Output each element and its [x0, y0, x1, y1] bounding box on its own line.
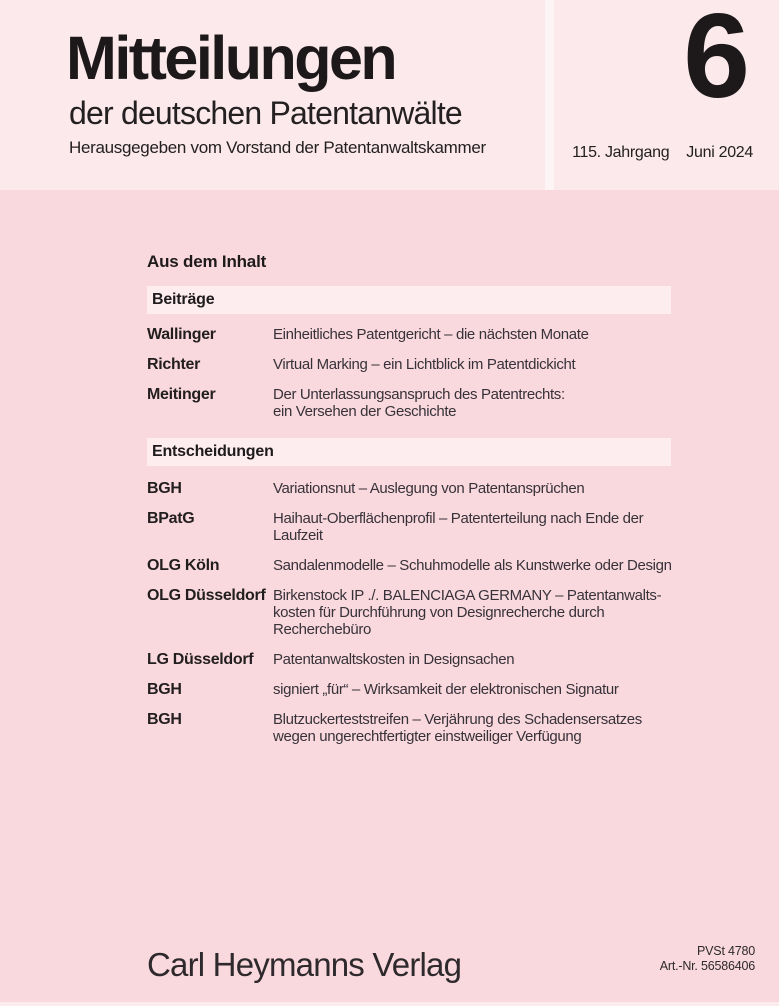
toc-entry [147, 557, 671, 574]
toc-entry-source: OLG Köln [147, 557, 220, 574]
toc-entry [147, 326, 671, 343]
section-band-entscheidungen [147, 438, 671, 466]
toc-entry-source: Richter [147, 356, 201, 373]
toc-entry-title: Patentanwaltskosten in Designsachen [273, 651, 515, 668]
toc-entry-title: Blutzuckerteststreifen – Verjährung des Schadensersatzes wegen ungerechtfertigter einstweiliger Verfügung [273, 711, 642, 745]
toc-entry-title: Virtual Marking – ein Lichtblick im Patentdickicht [273, 356, 576, 373]
page-bottom-edge [0, 1002, 779, 1006]
masthead-divider [545, 0, 554, 190]
toc-entry-title: Variationsnut – Auslegung von Patentansprüchen [273, 480, 585, 497]
toc-entry-title: Haihaut-Oberflächenprofil – Patenterteilung nach Ende der Laufzeit [273, 510, 644, 544]
toc-heading: Aus dem Inhalt [147, 252, 267, 271]
issue-date: Juni 2024 [686, 144, 753, 161]
toc-entry-title: Birkenstock IP ./. BALENCIAGA GERMANY – Patentanwalts- kosten für Durchführung von Designrecherche durch Recherchebüro [273, 587, 662, 638]
masthead [0, 0, 779, 190]
toc-entry-source: Wallinger [147, 326, 216, 343]
toc-entry-title: Der Unterlassungsanspruch des Patentrechts: ein Versehen der Geschichte [273, 386, 565, 420]
toc-entry [147, 587, 671, 638]
masthead-title-block [0, 0, 545, 190]
issue-number: 6 [683, 0, 748, 123]
publisher-name: Carl Heymanns Verlag [147, 946, 462, 983]
toc-entry-title: signiert „für“ – Wirksamkeit der elektronischen Signatur [273, 681, 619, 698]
postal-distribution-number: PVSt 4780 [697, 944, 755, 958]
toc-entry-source: LG Düsseldorf [147, 651, 254, 668]
toc-entry-source: BPatG [147, 510, 195, 527]
journal-subtitle: der deutschen Patentanwälte [69, 95, 462, 131]
print-info [660, 944, 755, 974]
article-number: Art.-Nr. 56586406 [659, 959, 755, 973]
volume-label: 115. Jahrgang [572, 144, 670, 161]
journal-tagline: Herausgegeben vom Vorstand der Patentanwaltskammer [69, 138, 486, 157]
toc-entry-title: Einheitliches Patentgericht – die nächsten Monate [273, 326, 589, 343]
section-label: Entscheidungen [152, 443, 274, 460]
journal-title: Mitteilungen [66, 24, 396, 92]
toc-entry-source: BGH [147, 711, 182, 728]
table-of-contents [147, 190, 671, 745]
toc-entry-source: Meitinger [147, 386, 216, 403]
toc-entry-source: BGH [147, 681, 182, 698]
toc-entry [147, 386, 671, 420]
toc-entry [147, 651, 671, 668]
toc-entry-source: BGH [147, 480, 182, 497]
section-band-beitraege [147, 286, 671, 314]
toc-entry-source: OLG Düsseldorf [147, 587, 266, 604]
issue-line [572, 144, 753, 162]
toc-entry [147, 681, 671, 698]
toc-entry [147, 480, 671, 497]
toc-entry [147, 711, 671, 745]
toc-entry [147, 510, 671, 544]
toc-entry [147, 356, 671, 373]
toc-entry-title: Sandalenmodelle – Schuhmodelle als Kunstwerke oder Design [273, 557, 672, 574]
masthead-issue-block [554, 0, 779, 190]
section-label: Beiträge [152, 291, 215, 308]
